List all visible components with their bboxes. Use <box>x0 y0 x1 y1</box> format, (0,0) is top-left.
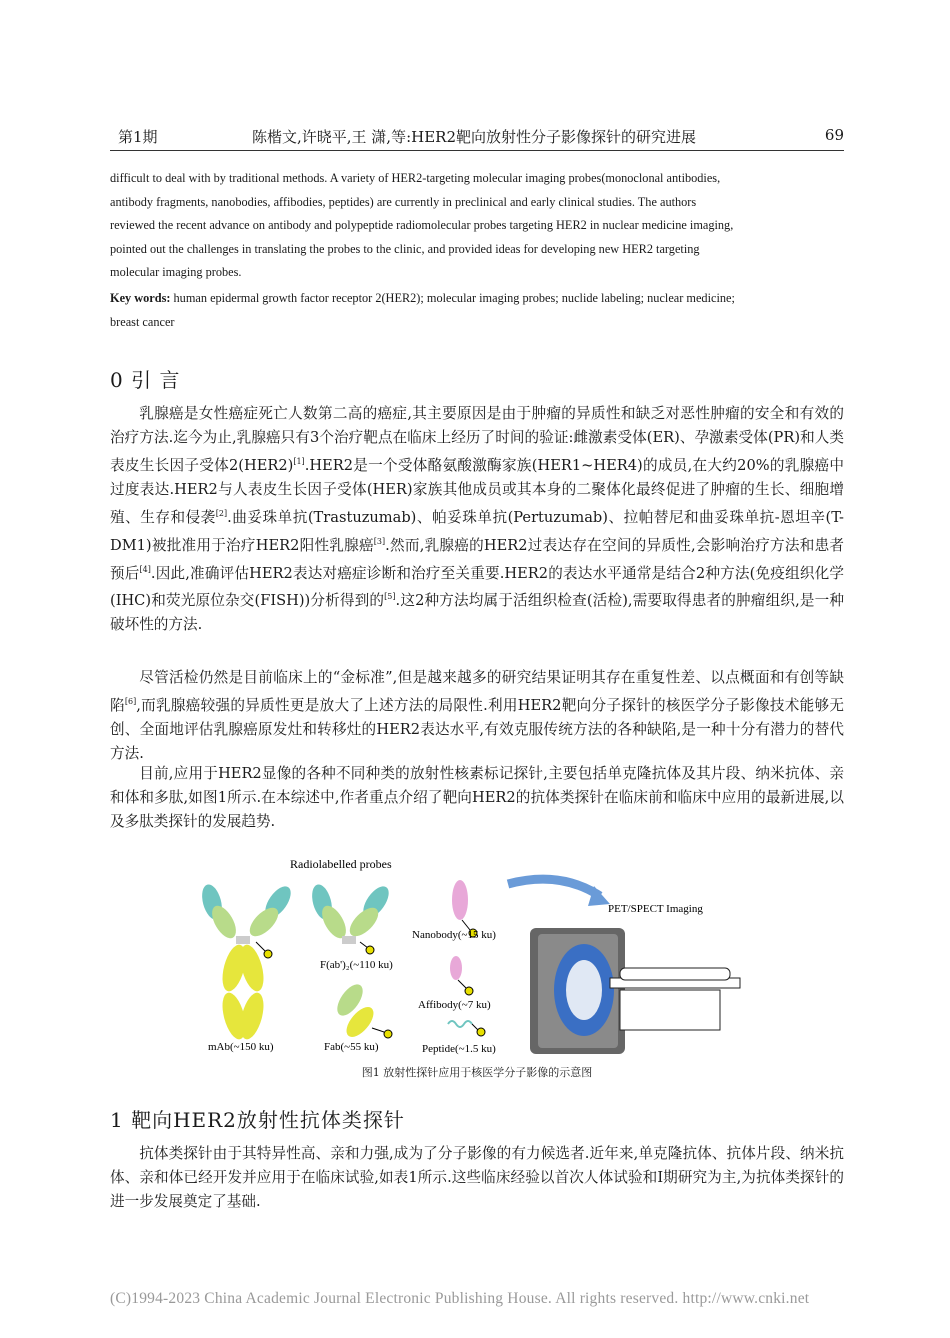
text-run: .然而,乳腺癌的HER2过表达存在空间的异质性,会影响治疗方法和患者预后 <box>110 536 844 582</box>
abstract-line: reviewed the recent advance on antibody and polypeptide radiomolecular probes targeting HER2 in nuclear medicine imaging, <box>110 218 734 232</box>
abstract-line: pointed out the challenges in translating the probes to the clinic, and provided ideas for developing new HER2 targeting <box>110 241 700 256</box>
mab-label: mAb(~150 ku) <box>208 1041 274 1053</box>
abstract-english <box>110 167 844 285</box>
citation: [3] <box>373 536 386 546</box>
text-run: .曲妥珠单抗(Trastuzumab)、帕妥珠单抗(Pertuzumab)、拉帕替尼和曲妥珠单抗-恩坦辛(T-DM1)被批准用于治疗HER2阳性乳腺癌 <box>110 508 844 554</box>
abstract-line: molecular imaging probes. <box>110 265 242 279</box>
keywords-text-2: breast cancer <box>110 315 175 329</box>
affibody-icon <box>450 956 473 995</box>
imaging-label: PET/SPECT Imaging <box>608 903 703 915</box>
figure-title: Radiolabelled probes <box>290 857 392 871</box>
keywords-text: human epidermal growth factor receptor 2(HER2); molecular imaging probes; nuclide labeling; nuclear medicine; <box>173 291 735 305</box>
affibody-label: Affibody(~7 ku) <box>418 999 491 1011</box>
figure-caption: 图1 放射性探针应用于核医学分子影像的示意图 <box>361 1066 593 1079</box>
header-title: 陈楷文,许晓平,王 潇,等:HER2靶向放射性分子影像探针的研究进展 <box>252 128 696 146</box>
fab2-icon <box>309 882 394 954</box>
arrow-icon <box>508 879 600 896</box>
text-run: ,而乳腺癌较强的异质性更是放大了上述方法的局限性.利用HER2靶向分子探针的核医学分子影像技术能够无创、全面地评估乳腺癌原发灶和转移灶的HER2表达水平,有效克服传统方法的各种缺陷,是一种十分有潜力的替代方法. <box>110 696 844 762</box>
intro-paragraph-1 <box>110 402 844 637</box>
citation: [2] <box>215 508 228 518</box>
issue-label: 第1期 <box>118 128 158 146</box>
citation: [4] <box>139 564 151 574</box>
fab-icon <box>332 980 392 1041</box>
peptide-label: Peptide(~1.5 ku) <box>422 1043 496 1055</box>
text-run: .HER2是一个受体酪氨酸激酶家族(HER1~HER4)的成员,在大约20%的乳腺癌中过度表达.HER2与人表皮生长因子受体(HER)家族其他成员或其本身的二聚体化最终促进了肿瘤的生长、细胞增殖、生存和侵袭 <box>110 456 844 526</box>
pet-scanner-icon <box>530 928 740 1054</box>
fab2-label: F(ab')₂(~110 ku) <box>320 959 393 971</box>
mab-icon <box>199 882 296 1042</box>
keywords-label: Key words: <box>110 291 171 305</box>
peptide-icon <box>448 1021 485 1036</box>
page-number: 69 <box>824 126 844 144</box>
text-run: 尽管活检仍然是目前临床上的“金标准”,但是越来越多的研究结果证明其存在重复性差、以点概面和有创等缺陷 <box>110 669 844 714</box>
text-run: .因此,准确评估HER2表达对癌症诊断和治疗至关重要.HER2的表达水平通常是结合2种方法(免疫组织化学(IHC)和荧光原位杂交(FISH))分析得到的 <box>110 564 844 610</box>
nanobody-label: Nanobody(~15 ku) <box>412 929 496 941</box>
abstract-line: difficult to deal with by traditional methods. A variety of HER2-targeting molecular imaging probes(monoclonal antibodies, <box>110 171 721 185</box>
intro-paragraph-2 <box>110 666 844 766</box>
section-1-heading: 1 靶向HER2放射性抗体类探针 <box>110 1108 405 1132</box>
section-0-heading: 0 引 言 <box>110 368 181 392</box>
text-run: 乳腺癌是女性癌症死亡人数第二高的癌症,其主要原因是由于肿瘤的异质性和缺乏对恶性肿瘤的安全和有效的治疗方法.迄今为止,乳腺癌只有3个治疗靶点在临床上经历了时间的验证:雌激素受体(ER)、孕激素受体(PR)和人类表皮生长因子受体2(HER2) <box>110 405 844 474</box>
citation: [6] <box>124 697 137 706</box>
text-run: .这2种方法均属于活组织检查(活检),需要取得患者的肿瘤组织,是一种破坏性的方法. <box>110 592 844 634</box>
section-1-paragraph-1: 抗体类探针由于其特异性高、亲和力强,成为了分子影像的有力候选者.近年来,单克隆抗体、抗体片段、纳米抗体、亲和体已经开发并应用于在临床试验,如表1所示.这些临床经验以首次人体试验和I期研究为主,为抗体类探针的进一步发展奠定了基础. <box>110 1145 844 1210</box>
intro-paragraph-3: 目前,应用于HER2显像的各种不同种类的放射性核素标记探针,主要包括单克隆抗体及其片段、纳米抗体、亲和体和多肽,如图1所示.在本综述中,作者重点介绍了靶向HER2的抗体类探针在临床前和临床中应用的最新进展,以及多肽类探针的发展趋势. <box>110 765 844 830</box>
fab-label: Fab(~55 ku) <box>324 1041 379 1053</box>
abstract-line: antibody fragments, nanobodies, affibodies, peptides) are currently in preclinical and early clinical studies. The authors <box>110 194 697 209</box>
running-header <box>110 124 844 151</box>
figure-1 <box>190 850 790 1060</box>
copyright-footer: (C)1994-2023 China Academic Journal Electronic Publishing House. All rights reserved. http://www.cnki.net <box>110 1290 810 1307</box>
citation: [1] <box>293 457 305 466</box>
keywords <box>110 286 844 334</box>
citation: [5] <box>384 592 396 602</box>
